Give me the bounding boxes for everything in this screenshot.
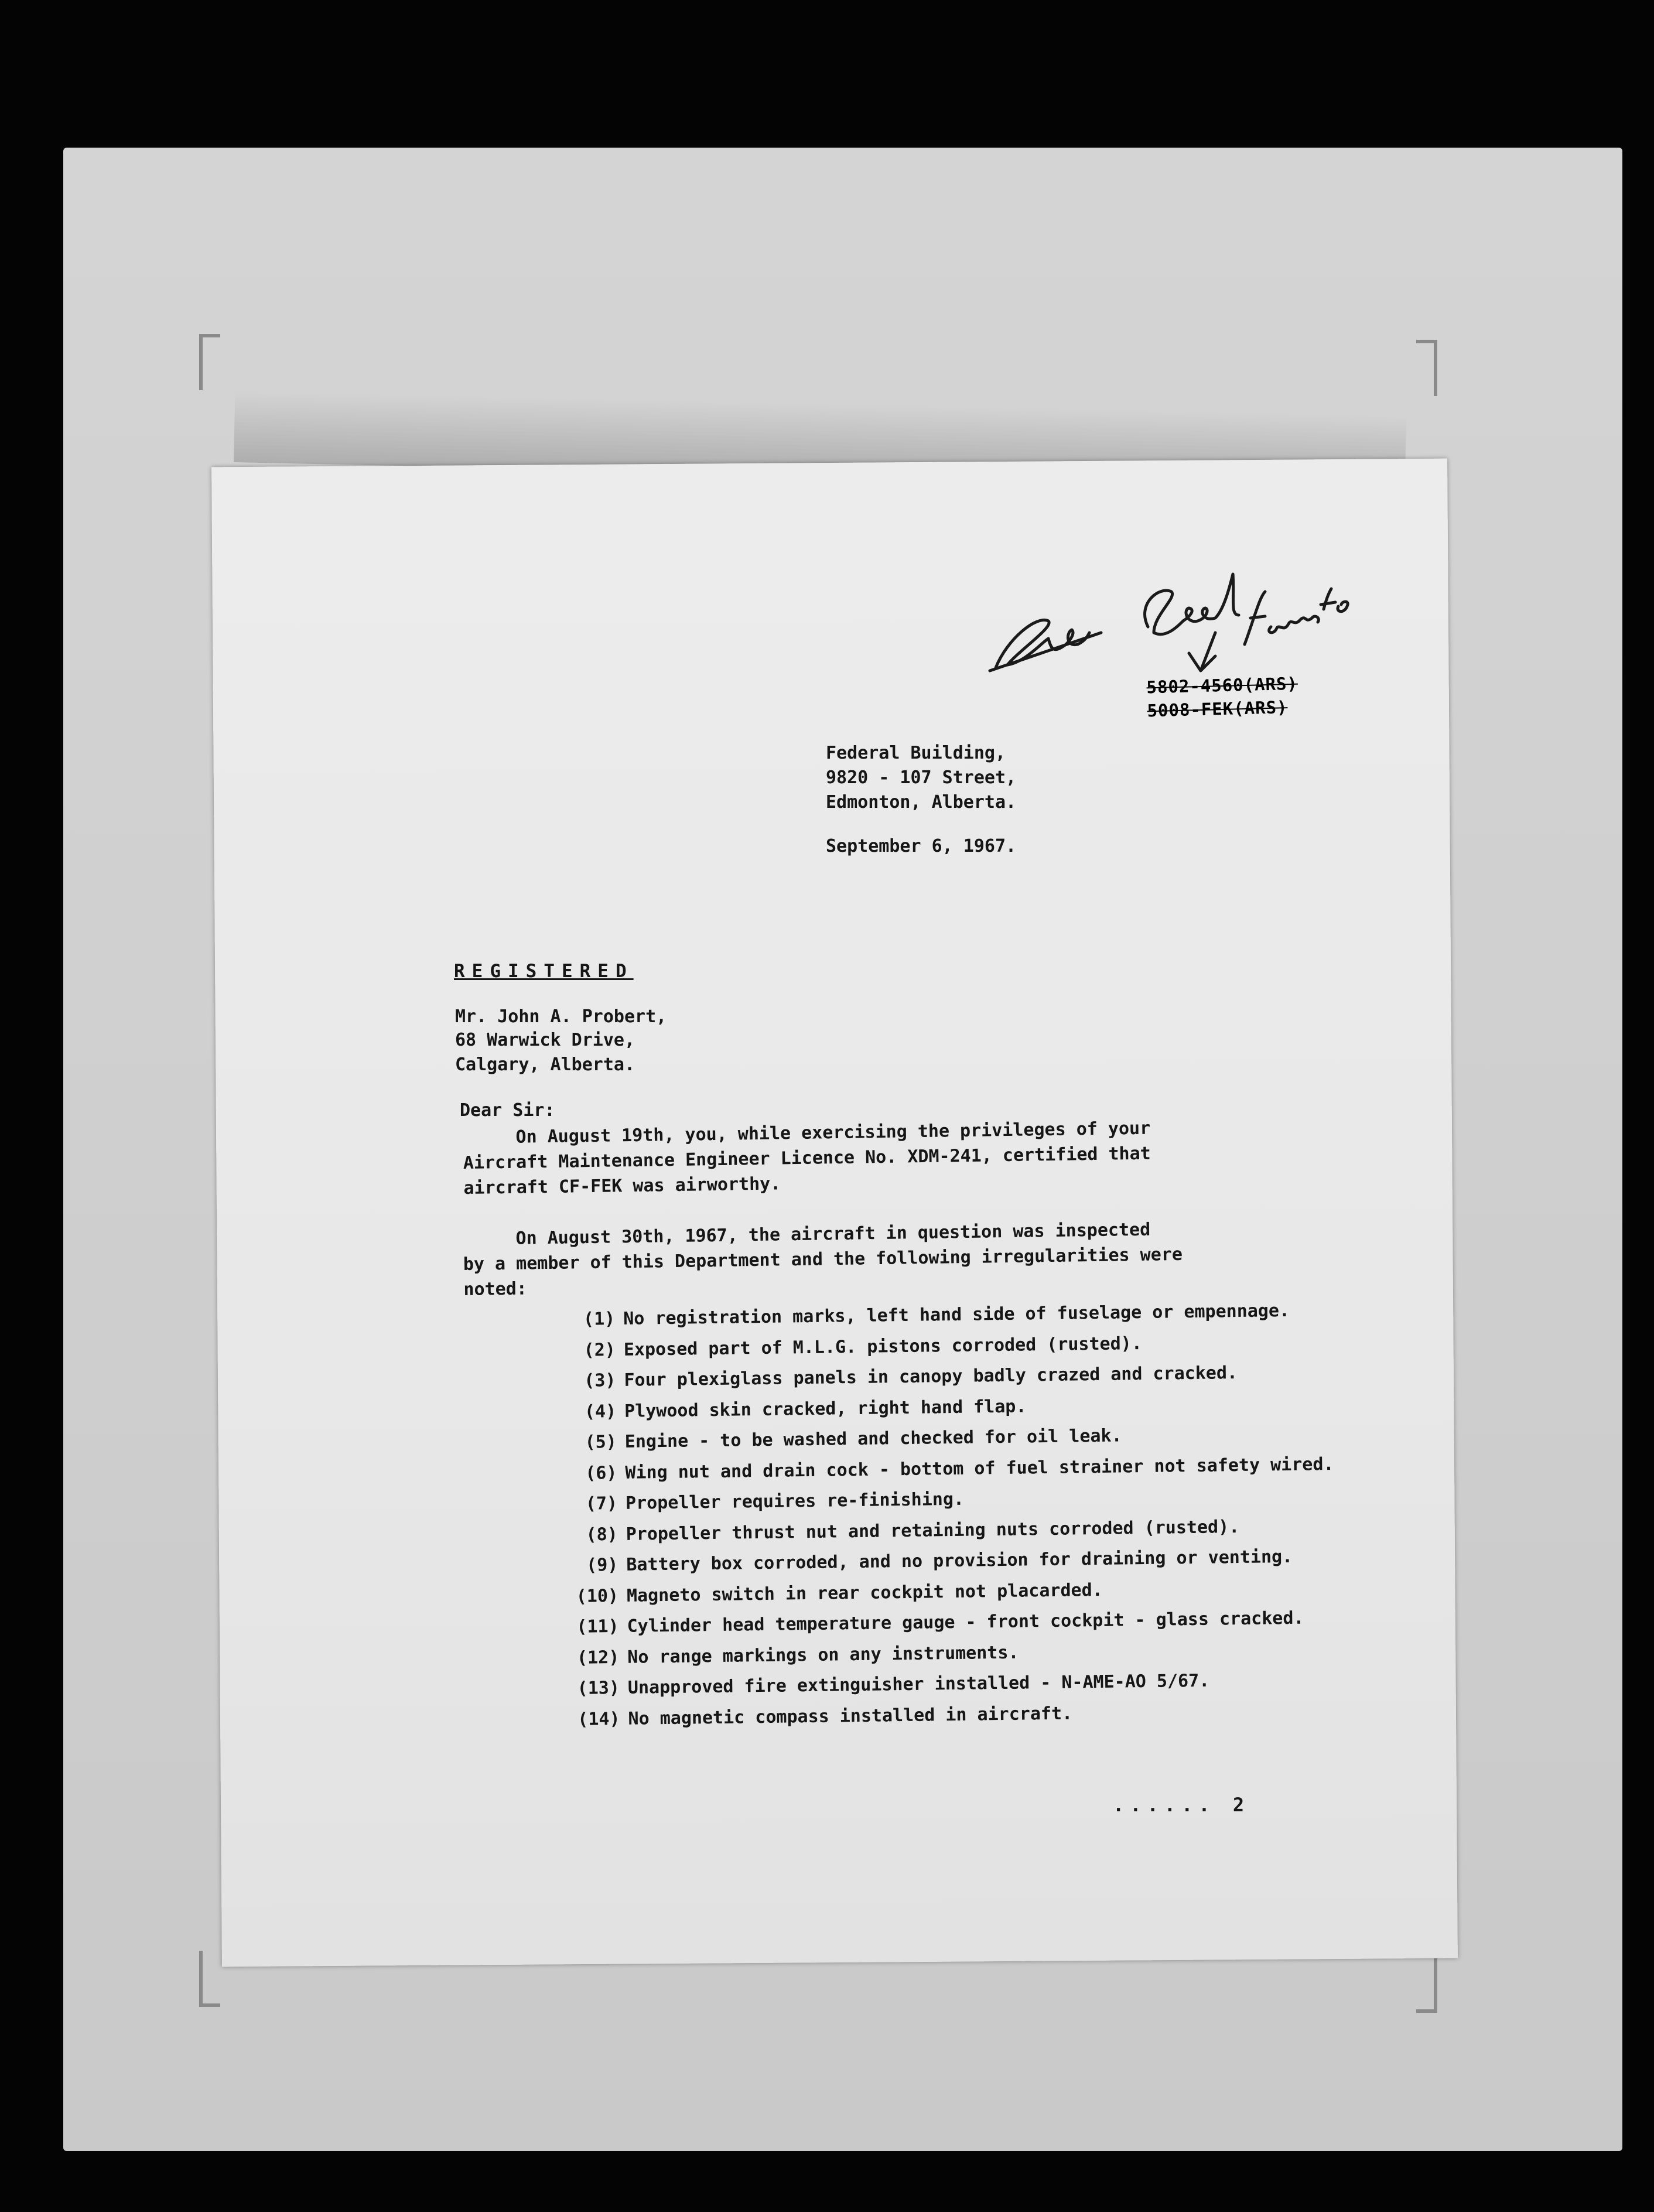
item-number: (14) — [577, 1708, 620, 1730]
item-number: (13) — [577, 1677, 620, 1699]
item-text: Four plexiglass panels in canopy badly crazed and cracked. — [624, 1363, 1238, 1391]
paragraph-line: On August 19th, you, while exercising the privileges of your — [463, 1118, 1151, 1148]
item-text: Wing nut and drain cock - bottom of fuel strainer not safety wired. — [625, 1453, 1334, 1483]
letter-date: September 6, 1967. — [826, 836, 1017, 856]
sender-address-line: Edmonton, Alberta. — [826, 792, 1017, 813]
sender-address-line: Federal Building, — [826, 743, 1006, 763]
recipient-line: Calgary, Alberta. — [455, 1054, 635, 1075]
file-references — [1146, 672, 1298, 723]
paragraph-line: by a member of this Department and the following irregularities were — [463, 1244, 1183, 1275]
paragraph-line: On August 30th, 1967, the aircraft in question was inspected — [463, 1219, 1151, 1250]
item-text: Propeller thrust nut and retaining nuts corroded (rusted). — [626, 1516, 1240, 1545]
item-number: (7) — [585, 1493, 618, 1514]
item-number: (6) — [585, 1462, 617, 1484]
item-number: (3) — [584, 1370, 616, 1391]
item-number: (2) — [583, 1339, 616, 1361]
crop-mark-top-right — [1416, 340, 1437, 396]
paragraph-line: aircraft CF-FEK was airworthy. — [463, 1173, 781, 1199]
item-text: Magneto switch in rear cockpit not placarded. — [626, 1579, 1103, 1606]
page-continued-marker: ...... 2 — [1113, 1794, 1250, 1816]
item-text: No registration marks, left hand side of fuselage or empennage. — [623, 1300, 1290, 1329]
item-text: No range markings on any instruments. — [627, 1642, 1019, 1668]
file-ref: 5008-FEK(ARS) — [1147, 697, 1288, 721]
paragraph-line: noted: — [463, 1278, 528, 1300]
item-text: Plywood skin cracked, right hand flap. — [624, 1395, 1027, 1422]
item-number: (5) — [585, 1432, 617, 1453]
registered-label: REGISTERED — [454, 961, 634, 982]
crop-mark-bottom-left — [199, 1951, 220, 2007]
item-text: Exposed part of M.L.G. pistons corroded (rusted). — [623, 1333, 1143, 1360]
item-number: (10) — [576, 1585, 619, 1607]
recipient-line: Mr. John A. Probert, — [455, 1006, 667, 1027]
item-text: No magnetic compass installed in aircraft. — [628, 1703, 1073, 1729]
irregularities-list — [568, 1299, 1393, 1740]
item-text: Propeller requires re-finishing. — [625, 1489, 965, 1514]
item-text: Engine - to be washed and checked for oil leak. — [624, 1425, 1122, 1452]
item-text: Cylinder head temperature gauge - front cockpit - glass cracked. — [627, 1607, 1304, 1637]
item-number: (9) — [586, 1554, 618, 1576]
file-ref: 5802-4560(ARS) — [1146, 673, 1298, 698]
item-text: Unapproved fire extinguisher installed - N-AME-AO 5/67. — [627, 1670, 1210, 1698]
salutation: Dear Sir: — [460, 1100, 555, 1121]
item-number: (1) — [583, 1309, 616, 1330]
paragraph-line: Aircraft Maintenance Engineer Licence No. XDM-241, certified that — [463, 1143, 1151, 1173]
item-text: Battery box corroded, and no provision for draining or venting. — [626, 1546, 1293, 1575]
item-number: (11) — [576, 1616, 619, 1637]
item-number: (8) — [586, 1524, 618, 1545]
item-number: (12) — [576, 1647, 620, 1668]
paragraph-certification — [463, 1115, 1342, 1203]
paragraph-inspection — [463, 1217, 1342, 1305]
crop-mark-bottom-right — [1416, 1957, 1437, 2013]
crop-mark-top-left — [199, 334, 220, 390]
item-number: (4) — [584, 1401, 617, 1422]
sender-address-line: 9820 - 107 Street, — [826, 767, 1017, 788]
recipient-line: 68 Warwick Drive, — [455, 1030, 635, 1050]
